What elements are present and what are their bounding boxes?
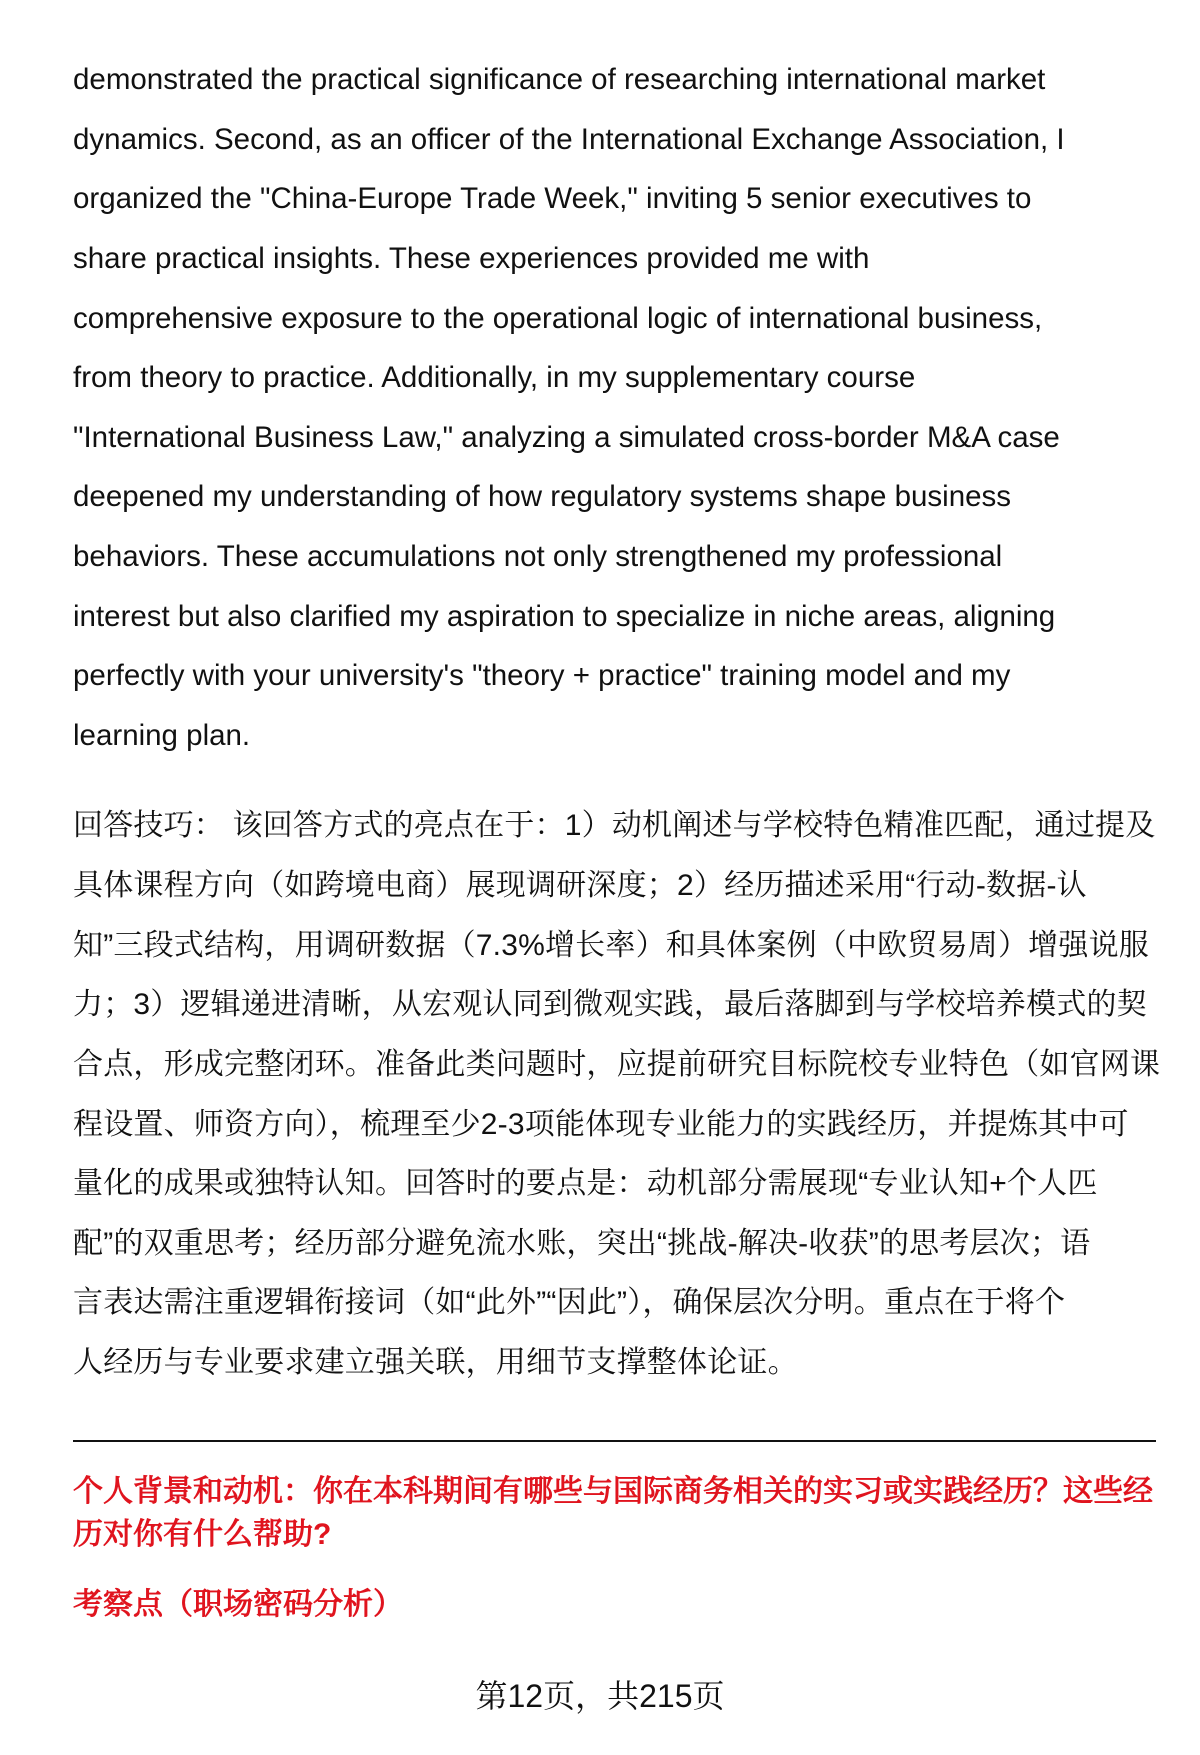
text-line: organized the "China-Europe Trade Week," inviting 5 senior executives to: [73, 182, 1032, 215]
text-line: from theory to practice. Additionally, in my supplementary course: [73, 361, 916, 394]
text-line: interest but also clarified my aspiration to specialize in niche areas, aligning: [73, 600, 1056, 633]
page-number: 第12页，共215页: [475, 1678, 725, 1714]
text-line: share practical insights. These experiences provided me with: [73, 242, 870, 275]
text-line: dynamics. Second, as an officer of the International Exchange Association, I: [73, 123, 1065, 156]
text-line: 言表达需注重逻辑衔接词（如“此外”“因此”），确保层次分明。重点在于将个: [73, 1286, 1066, 1319]
text-line: 量化的成果或独特认知。回答时的要点是：动机部分需展现“专业认知+个人匹: [73, 1167, 1098, 1200]
text-line: 知”三段式结构，用调研数据（7.3%增长率）和具体案例（中欧贸易周）增强说服: [73, 929, 1149, 962]
section-divider: [73, 1440, 1156, 1442]
text-line: 回答技巧： 该回答方式的亮点在于：1）动机阐述与学校特色精准匹配，通过提及: [73, 809, 1156, 842]
text-line: demonstrated the practical significance of researching international market: [73, 63, 1046, 96]
text-line: 具体课程方向（如跨境电商）展现调研深度；2）经历描述采用“行动-数据-认: [73, 869, 1087, 902]
text-line: comprehensive exposure to the operational logic of international business,: [73, 302, 1043, 335]
text-line: 合点，形成完整闭环。准备此类问题时，应提前研究目标院校专业特色（如官网课: [73, 1048, 1161, 1081]
text-line: "International Business Law," analyzing a simulated cross-border M&A case: [73, 421, 1060, 454]
text-line: 力；3）逻辑递进清晰，从宏观认同到微观实践，最后落脚到与学校培养模式的契: [73, 988, 1147, 1021]
text-line: deepened my understanding of how regulatory systems shape business: [73, 480, 1012, 513]
analysis-subheading: 考察点（职场密码分析）: [73, 1588, 403, 1621]
text-line: behaviors. These accumulations not only strengthened my professional: [73, 540, 1003, 573]
text-line: 配”的双重思考；经历部分避免流水账，突出“挑战-解决-收获”的思考层次；语: [73, 1227, 1091, 1260]
text-line: learning plan.: [73, 719, 251, 752]
text-line: perfectly with your university's "theory + practice" training model and my: [73, 659, 1011, 692]
question-line: 历对你有什么帮助?: [73, 1518, 332, 1551]
question-line: 个人背景和动机：你在本科期间有哪些与国际商务相关的实习或实践经历？这些经: [73, 1475, 1153, 1508]
text-line: 人经历与专业要求建立强关联，用细节支撑整体论证。: [73, 1346, 798, 1379]
text-line: 程设置、师资方向），梳理至少2-3项能体现专业能力的实践经历，并提炼其中可: [73, 1108, 1129, 1141]
